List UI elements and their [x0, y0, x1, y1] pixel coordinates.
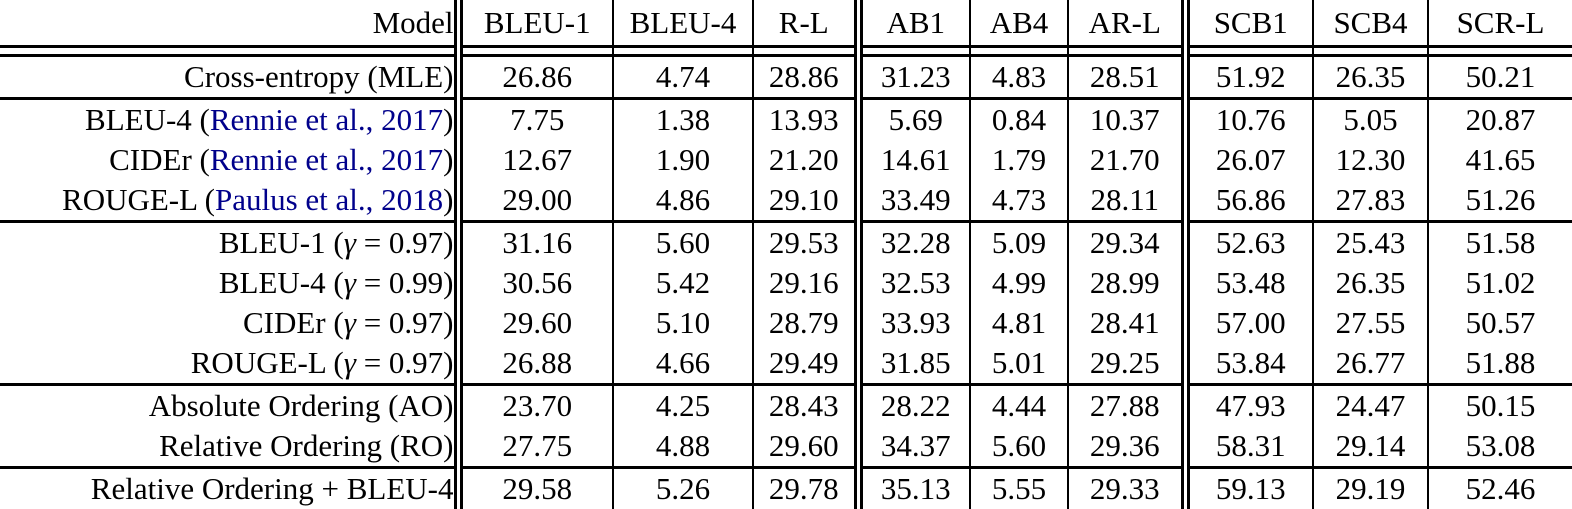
- metric-value-cell: 31.85: [858, 343, 970, 385]
- metric-value-cell: 27.88: [1068, 385, 1185, 427]
- metric-value-cell: 5.01: [970, 343, 1068, 385]
- metric-value-cell: 0.84: [970, 99, 1068, 141]
- metric-value-cell: 5.60: [970, 426, 1068, 468]
- metric-value-cell: 29.36: [1068, 426, 1185, 468]
- table-body: [0, 47, 1572, 509]
- rule-cell: [753, 47, 858, 56]
- table-row: [0, 263, 1572, 303]
- metric-value-cell: 29.34: [1068, 222, 1185, 264]
- metric-value-cell: 27.83: [1313, 180, 1428, 222]
- metric-value-cell: 5.55: [970, 468, 1068, 509]
- model-name-text: = 0.99): [355, 265, 454, 300]
- metric-value-cell: 26.88: [458, 343, 613, 385]
- model-name-text: = 0.97): [355, 225, 454, 260]
- metric-value-cell: 5.69: [858, 99, 970, 141]
- table-row: [0, 222, 1572, 264]
- table-row: [0, 343, 1572, 385]
- metric-value-cell: 29.14: [1313, 426, 1428, 468]
- metric-value-cell: 58.31: [1185, 426, 1313, 468]
- metric-value-cell: 26.77: [1313, 343, 1428, 385]
- metric-value-cell: 56.86: [1185, 180, 1313, 222]
- metric-value-cell: 21.70: [1068, 140, 1185, 180]
- model-name-text: = 0.97): [355, 345, 454, 380]
- model-name-text: ROUGE-L (: [62, 182, 215, 217]
- metric-value-cell: 32.53: [858, 263, 970, 303]
- metric-value-cell: 51.92: [1185, 56, 1313, 99]
- metric-value-cell: 52.46: [1428, 468, 1572, 509]
- metric-value-cell: 28.11: [1068, 180, 1185, 222]
- model-name-cell: [0, 222, 458, 264]
- metric-value-cell: 30.56: [458, 263, 613, 303]
- metric-value-cell: 12.67: [458, 140, 613, 180]
- metric-value-cell: 5.09: [970, 222, 1068, 264]
- metric-value-cell: 23.70: [458, 385, 613, 427]
- metric-value-cell: 10.76: [1185, 99, 1313, 141]
- metric-value-cell: 29.33: [1068, 468, 1185, 509]
- citation-link[interactable]: Rennie et al., 2017: [209, 142, 444, 177]
- model-name-text: ): [443, 102, 454, 137]
- model-name-cell: [0, 385, 458, 427]
- metric-value-cell: 53.08: [1428, 426, 1572, 468]
- model-name-text: ROUGE-L (: [190, 345, 344, 380]
- model-name-cell: [0, 263, 458, 303]
- metric-value-cell: 26.07: [1185, 140, 1313, 180]
- model-name-text: Relative Ordering (RO): [159, 428, 454, 463]
- metric-value-cell: 41.65: [1428, 140, 1572, 180]
- metric-value-cell: 29.49: [753, 343, 858, 385]
- model-name-cell: [0, 180, 458, 222]
- rule-cell: [1185, 47, 1313, 56]
- metric-value-cell: 51.58: [1428, 222, 1572, 264]
- metric-value-cell: 35.13: [858, 468, 970, 509]
- model-name-cell: [0, 303, 458, 343]
- metric-value-cell: 5.10: [613, 303, 753, 343]
- metric-value-cell: 33.93: [858, 303, 970, 343]
- table-row: [0, 99, 1572, 141]
- model-name-cell: [0, 99, 458, 141]
- metric-value-cell: 31.23: [858, 56, 970, 99]
- metric-value-cell: 27.55: [1313, 303, 1428, 343]
- metric-value-cell: 4.99: [970, 263, 1068, 303]
- metric-value-cell: 32.28: [858, 222, 970, 264]
- model-name-text: = 0.97): [355, 305, 454, 340]
- metric-value-cell: 12.30: [1313, 140, 1428, 180]
- table-row: [0, 385, 1572, 427]
- metric-value-cell: 14.61: [858, 140, 970, 180]
- table-row: [0, 56, 1572, 99]
- metric-value-cell: 29.78: [753, 468, 858, 509]
- metric-value-cell: 29.19: [1313, 468, 1428, 509]
- rule-cell: [613, 47, 753, 56]
- metric-value-cell: 10.37: [1068, 99, 1185, 141]
- rule-cell: [0, 47, 458, 56]
- model-name-text: Absolute Ordering (AO): [148, 388, 454, 423]
- metric-value-cell: 4.44: [970, 385, 1068, 427]
- metric-value-cell: 24.47: [1313, 385, 1428, 427]
- metric-value-cell: 4.25: [613, 385, 753, 427]
- metric-value-cell: 47.93: [1185, 385, 1313, 427]
- rule-cell: [858, 47, 970, 56]
- metric-value-cell: 50.21: [1428, 56, 1572, 99]
- metric-value-cell: 1.79: [970, 140, 1068, 180]
- column-header-bleu-1: BLEU-1: [458, 0, 613, 47]
- column-header-ab1: AB1: [858, 0, 970, 47]
- citation-link[interactable]: Rennie et al., 2017: [209, 102, 444, 137]
- gamma-symbol: γ: [343, 345, 356, 380]
- metric-value-cell: 29.60: [458, 303, 613, 343]
- table-row: [0, 426, 1572, 468]
- header-row: [0, 0, 1572, 47]
- column-header-scb4: SCB4: [1313, 0, 1428, 47]
- metric-value-cell: 26.86: [458, 56, 613, 99]
- model-name-text: Relative Ordering + BLEU-4: [90, 471, 454, 506]
- metric-value-cell: 20.87: [1428, 99, 1572, 141]
- double-rule-spacer: [0, 47, 1572, 56]
- metric-value-cell: 51.88: [1428, 343, 1572, 385]
- column-header-ab4: AB4: [970, 0, 1068, 47]
- metric-value-cell: 29.00: [458, 180, 613, 222]
- metric-value-cell: 4.73: [970, 180, 1068, 222]
- table-row: [0, 180, 1572, 222]
- metric-value-cell: 51.02: [1428, 263, 1572, 303]
- gamma-symbol: γ: [343, 305, 356, 340]
- metric-value-cell: 57.00: [1185, 303, 1313, 343]
- model-name-text: BLEU-1 (: [218, 225, 344, 260]
- metric-value-cell: 13.93: [753, 99, 858, 141]
- metric-value-cell: 31.16: [458, 222, 613, 264]
- model-name-cell: [0, 56, 458, 99]
- metric-value-cell: 29.53: [753, 222, 858, 264]
- model-name-text: Cross-entropy (MLE): [184, 59, 454, 94]
- table-row: [0, 140, 1572, 180]
- rule-cell: [1068, 47, 1185, 56]
- model-name-cell: [0, 468, 458, 509]
- citation-link[interactable]: Paulus et al., 2018: [215, 182, 444, 217]
- metric-value-cell: 25.43: [1313, 222, 1428, 264]
- metric-value-cell: 59.13: [1185, 468, 1313, 509]
- column-header-ar-l: AR-L: [1068, 0, 1185, 47]
- metric-value-cell: 4.88: [613, 426, 753, 468]
- gamma-symbol: γ: [343, 225, 356, 260]
- metric-value-cell: 26.35: [1313, 263, 1428, 303]
- metric-value-cell: 29.58: [458, 468, 613, 509]
- metric-value-cell: 1.38: [613, 99, 753, 141]
- metric-value-cell: 51.26: [1428, 180, 1572, 222]
- metric-value-cell: 1.90: [613, 140, 753, 180]
- rule-cell: [1313, 47, 1428, 56]
- model-name-text: ): [443, 142, 454, 177]
- model-name-cell: [0, 426, 458, 468]
- metric-value-cell: 5.26: [613, 468, 753, 509]
- metric-value-cell: 50.15: [1428, 385, 1572, 427]
- metric-value-cell: 28.41: [1068, 303, 1185, 343]
- metric-value-cell: 21.20: [753, 140, 858, 180]
- model-name-text: BLEU-4 (: [218, 265, 344, 300]
- metric-value-cell: 28.86: [753, 56, 858, 99]
- metric-value-cell: 33.49: [858, 180, 970, 222]
- metric-value-cell: 50.57: [1428, 303, 1572, 343]
- metric-value-cell: 28.51: [1068, 56, 1185, 99]
- metric-value-cell: 28.99: [1068, 263, 1185, 303]
- table-header: [0, 0, 1572, 47]
- metric-value-cell: 4.66: [613, 343, 753, 385]
- model-name-text: CIDEr (: [242, 305, 344, 340]
- metric-value-cell: 28.22: [858, 385, 970, 427]
- metric-value-cell: 4.86: [613, 180, 753, 222]
- rule-cell: [1428, 47, 1572, 56]
- model-name-cell: [0, 140, 458, 180]
- metric-value-cell: 53.84: [1185, 343, 1313, 385]
- metric-value-cell: 4.83: [970, 56, 1068, 99]
- metric-value-cell: 29.60: [753, 426, 858, 468]
- metric-value-cell: 28.43: [753, 385, 858, 427]
- metric-value-cell: 52.63: [1185, 222, 1313, 264]
- model-name-cell: [0, 343, 458, 385]
- metric-value-cell: 27.75: [458, 426, 613, 468]
- column-header-r-l: R-L: [753, 0, 858, 47]
- metric-value-cell: 5.60: [613, 222, 753, 264]
- column-header-model: Model: [0, 0, 458, 47]
- column-header-scr-l: SCR-L: [1428, 0, 1572, 47]
- metric-value-cell: 5.05: [1313, 99, 1428, 141]
- gamma-symbol: γ: [343, 265, 356, 300]
- table-row: [0, 303, 1572, 343]
- metric-value-cell: 29.16: [753, 263, 858, 303]
- metric-value-cell: 7.75: [458, 99, 613, 141]
- metric-value-cell: 28.79: [753, 303, 858, 343]
- metric-value-cell: 4.81: [970, 303, 1068, 343]
- metric-value-cell: 29.10: [753, 180, 858, 222]
- metric-value-cell: 5.42: [613, 263, 753, 303]
- column-header-scb1: SCB1: [1185, 0, 1313, 47]
- model-name-text: CIDEr (: [109, 142, 210, 177]
- metric-value-cell: 29.25: [1068, 343, 1185, 385]
- rule-cell: [970, 47, 1068, 56]
- metric-value-cell: 53.48: [1185, 263, 1313, 303]
- model-name-text: BLEU-4 (: [85, 102, 210, 137]
- column-header-bleu-4: BLEU-4: [613, 0, 753, 47]
- metric-value-cell: 4.74: [613, 56, 753, 99]
- table-row: [0, 468, 1572, 509]
- metric-value-cell: 34.37: [858, 426, 970, 468]
- model-name-text: ): [443, 182, 454, 217]
- metric-value-cell: 26.35: [1313, 56, 1428, 99]
- rule-cell: [458, 47, 613, 56]
